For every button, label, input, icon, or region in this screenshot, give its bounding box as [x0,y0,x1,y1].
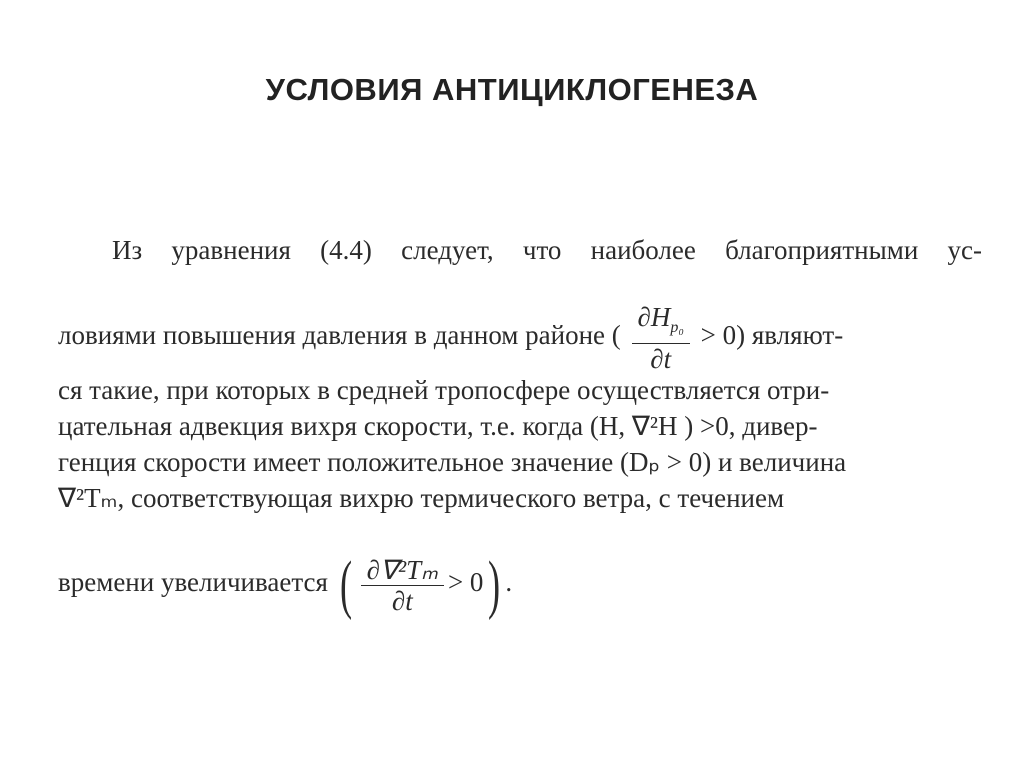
paragraph-line-7 [58,548,978,621]
line-7-text: времени увеличивается [58,567,328,598]
fraction-denominator-2: ∂t [391,585,413,616]
paragraph-line-6: ∇²Tₘ, соответствующая вихрю термического ветра, с течением [58,483,785,513]
paragraph-line-5: генция скорости имеет положительное значение (Dₚ > 0) и величина [58,447,847,477]
line-7-inequality: > 0 [447,567,484,598]
right-paren: ) [488,548,501,621]
fraction-numerator-2: ∂∇²Tₘ [361,555,444,586]
line-2-tail: > 0) являют- [700,320,844,351]
line-2-text: ловиями повышения давления в данном районе ( [58,320,621,351]
left-paren: ( [339,548,352,621]
fraction-denominator: ∂t [650,344,672,374]
line-7-end: . [505,567,513,598]
paragraph-line-3: ся такие, при которых в средней тропосфере осуществляется отри- [58,375,830,405]
temperature-derivative-fraction [361,555,444,616]
pressure-derivative-fraction [632,302,690,374]
slide-title: УСЛОВИЯ АНТИЦИКЛОГЕНЕЗА [265,72,759,107]
paragraph-line-1: Из уравнения (4.4) следует, что наиболее благоприятными ус- [112,235,982,265]
paragraph-line-4: цательная адвекция вихря скорости, т.е. когда (H, ∇²H ) >0, дивер- [58,411,818,441]
fraction-numerator: $\partial H_{p_0}$ [632,302,690,344]
paragraph-line-2 [58,302,978,374]
